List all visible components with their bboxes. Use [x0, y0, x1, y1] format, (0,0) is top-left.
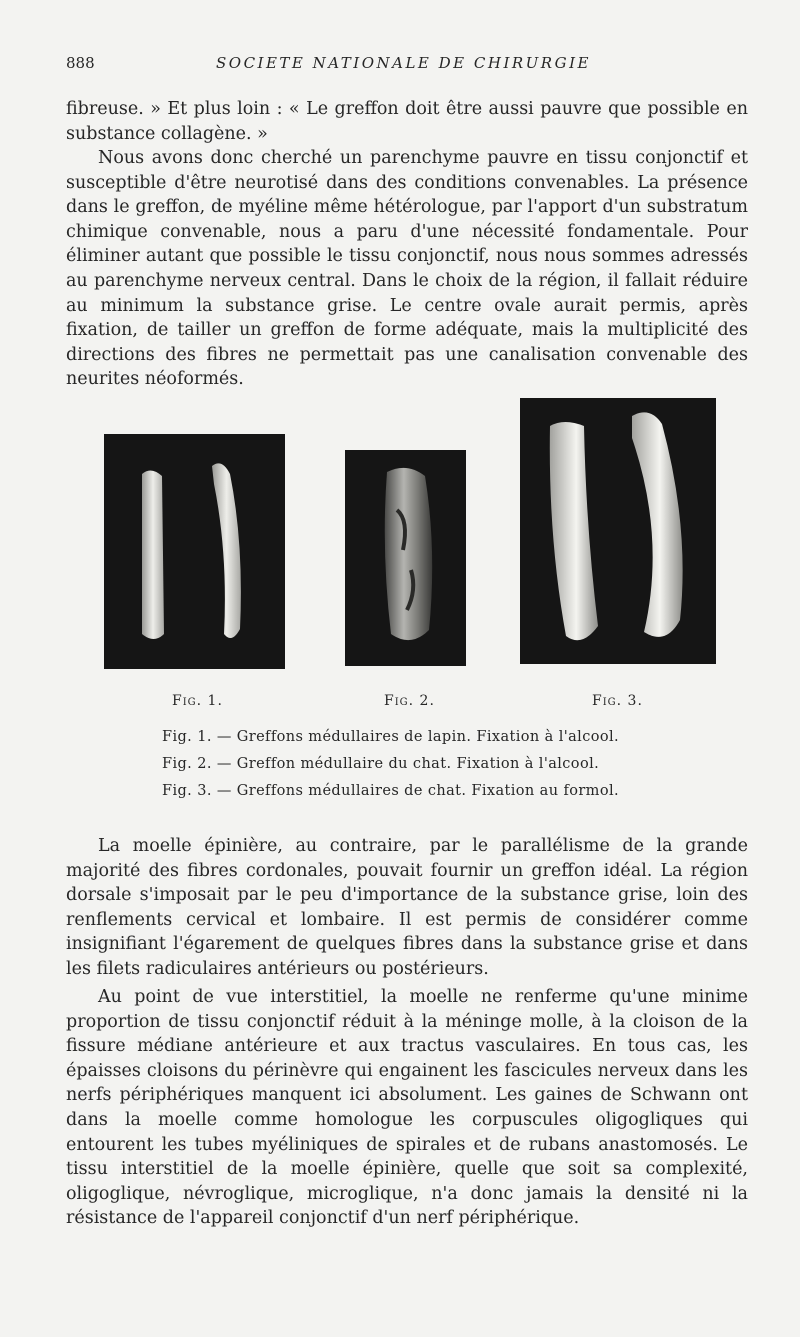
figure-1-label: Fig. 1. — [172, 693, 223, 709]
paragraph-3: La moelle épinière, au contraire, par le parallélisme de la grande majorité des fibres cordonales, pouvait fournir un greffon idéal. La région dorsale s'imposait par le peu d'importance de la substance grise, loin des renflements cervical et lombaire. Il est permis de considérer comme insignifiant l'égarement de quelques fibres dans la substance grise et dans les filets radiculaires antérieurs ou postérieurs. — [66, 836, 748, 979]
figure-3-photo — [520, 398, 716, 664]
page-header — [66, 54, 748, 76]
figure-2-caption: Fig. 2. — Greffon médullaire du chat. Fixation à l'alcool. — [162, 756, 600, 772]
paragraph-4: Au point de vue interstitiel, la moelle ne renferme qu'une minime proportion de tissu conjonctif réduit à la méninge molle, à la cloison de la fissure médiane antérieure et aux tractus vasculaires. En tous cas, les épaisses cloisons du périnèvre qui engainent les fascicules nerveux dans les nerfs périphériques manquent ici absolument. Les gaines de Schwann ont dans la moelle comme homologue les corpuscules oligogliques qui entourent les tubes myéliniques de spirales et de rubans anastomosés. Le tissu interstitiel de la moelle épinière, quelle que soit sa complexité, oligoglique, névroglique, microglique, n'a donc jamais la densité ni la résistance de l'appareil conjonctif d'un nerf périphérique. — [66, 987, 748, 1229]
figure-1-caption: Fig. 1. — Greffons médullaires de lapin. Fixation à l'alcool. — [162, 729, 620, 745]
figure-2-label: Fig. 2. — [384, 693, 435, 709]
figure-3-label: Fig. 3. — [592, 693, 643, 709]
figure-2-photo — [345, 450, 466, 666]
running-title: SOCIETE NATIONALE DE CHIRURGIE — [216, 54, 591, 72]
page-number: 888 — [66, 54, 95, 72]
paragraph-2: Nous avons donc cherché un parenchyme pauvre en tissu conjonctif et susceptible d'être neurotisé dans des conditions convenables. La présence dans le greffon, de myéline même hétérologue, par l'apport d'un substratum chimique convenable, nous a paru d'une nécessité fondamentale. Pour éliminer autant que possible le tissu conjonctif, nous nous sommes adressés au parenchyme nerveux central. Dans le choix de la région, il fallait réduire au minimum la substance grise. Le centre ovale aurait permis, après fixation, de tailler un greffon de forme adéquate, mais la multiplicité des directions des fibres ne permettait pas une canalisation convenable des neurites néoformés. — [66, 148, 748, 390]
paragraph-1: fibreuse. » Et plus loin : « Le greffon doit être aussi pauvre que possible en substance collagène. » — [66, 99, 748, 144]
figure-1-photo — [104, 434, 285, 669]
figure-3-caption: Fig. 3. — Greffons médullaires de chat. Fixation au formol. — [162, 783, 619, 799]
